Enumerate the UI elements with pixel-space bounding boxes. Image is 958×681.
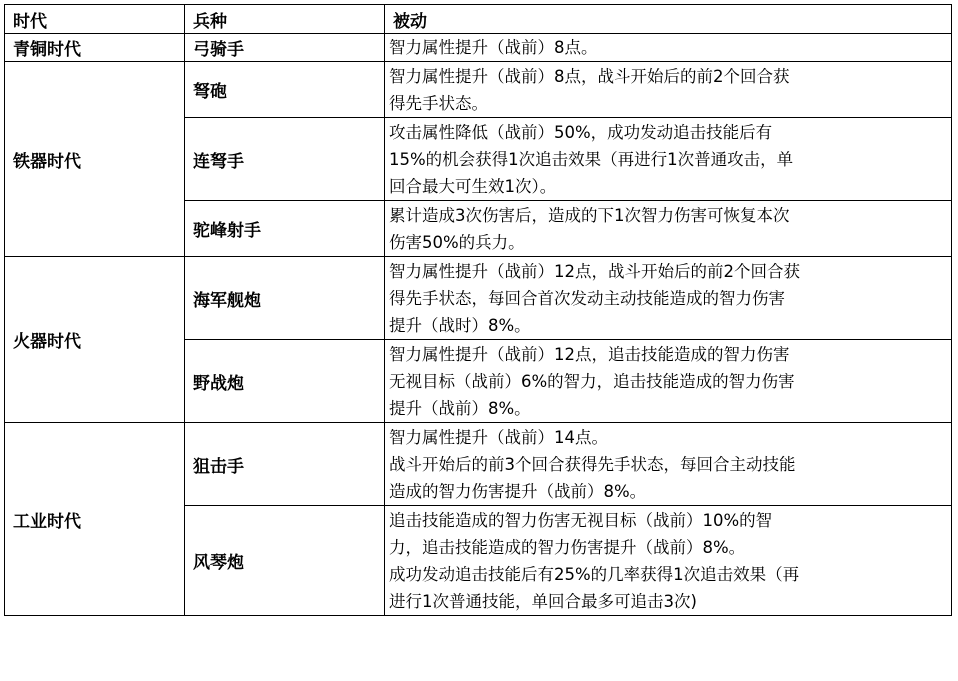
- header-row: [5, 5, 952, 34]
- passive-line: 提升（战前）8%。: [389, 398, 531, 418]
- passive-cell: [385, 423, 952, 506]
- passive-line: 得先手状态。: [389, 93, 488, 113]
- passive-line: 智力属性提升（战前）14点。: [389, 427, 608, 447]
- unit-passive-table: [4, 4, 952, 616]
- unit-cell: 弩砲: [185, 62, 385, 118]
- unit-cell: 海军舰炮: [185, 257, 385, 340]
- unit-cell: 弓骑手: [185, 34, 385, 62]
- era-cell: 铁器时代: [5, 62, 185, 257]
- header-era: 时代: [5, 5, 185, 34]
- passive-line: 伤害50%的兵力。: [389, 232, 525, 252]
- era-cell: 工业时代: [5, 423, 185, 616]
- passive-line: 战斗开始后的前3个回合获得先手状态，每回合主动技能: [389, 454, 796, 474]
- passive-line: 造成的智力伤害提升（战前）8%。: [389, 481, 647, 501]
- header-passive: 被动: [385, 5, 952, 34]
- passive-line: 提升（战时）8%。: [389, 315, 531, 335]
- passive-cell: [385, 62, 952, 118]
- passive-line: 成功发动追击技能后有25%的几率获得1次追击效果（再: [389, 564, 800, 584]
- unit-cell: 驼峰射手: [185, 201, 385, 257]
- passive-line: 智力属性提升（战前）8点。: [389, 38, 598, 57]
- passive-line: 追击技能造成的智力伤害无视目标（战前）10%的智: [389, 510, 773, 530]
- passive-cell: [385, 506, 952, 616]
- passive-cell: [385, 118, 952, 201]
- passive-line: 智力属性提升（战前）12点，追击技能造成的智力伤害: [389, 344, 790, 364]
- passive-cell: [385, 340, 952, 423]
- table-row: [5, 257, 952, 340]
- passive-cell: [385, 257, 952, 340]
- passive-line: 攻击属性降低（战前）50%，成功发动追击技能后有: [389, 122, 773, 142]
- unit-cell: 连弩手: [185, 118, 385, 201]
- passive-line: 回合最大可生效1次）。: [389, 176, 557, 196]
- table-body: [5, 34, 952, 616]
- passive-cell: [385, 34, 952, 62]
- passive-line: 15%的机会获得1次追击效果（再进行1次普通攻击，单: [389, 149, 794, 169]
- era-cell: 青铜时代: [5, 34, 185, 62]
- passive-line: 力，追击技能造成的智力伤害提升（战前）8%。: [389, 537, 746, 557]
- table-row: [5, 423, 952, 506]
- passive-line: 无视目标（战前）6%的智力，追击技能造成的智力伤害: [389, 371, 795, 391]
- header-unit: 兵种: [185, 5, 385, 34]
- unit-cell: 野战炮: [185, 340, 385, 423]
- passive-cell: [385, 201, 952, 257]
- passive-line: 智力属性提升（战前）8点，战斗开始后的前2个回合获: [389, 66, 790, 86]
- passive-line: 累计造成3次伤害后，造成的下1次智力伤害可恢复本次: [389, 205, 790, 225]
- passive-line: 得先手状态，每回合首次发动主动技能造成的智力伤害: [389, 288, 785, 308]
- unit-cell: 狙击手: [185, 423, 385, 506]
- passive-line: 智力属性提升（战前）12点，战斗开始后的前2个回合获: [389, 261, 800, 281]
- unit-cell: 风琴炮: [185, 506, 385, 616]
- table-row: [5, 34, 952, 62]
- passive-line: 进行1次普通技能，单回合最多可追击3次): [389, 591, 697, 611]
- era-cell: 火器时代: [5, 257, 185, 423]
- table-row: [5, 62, 952, 118]
